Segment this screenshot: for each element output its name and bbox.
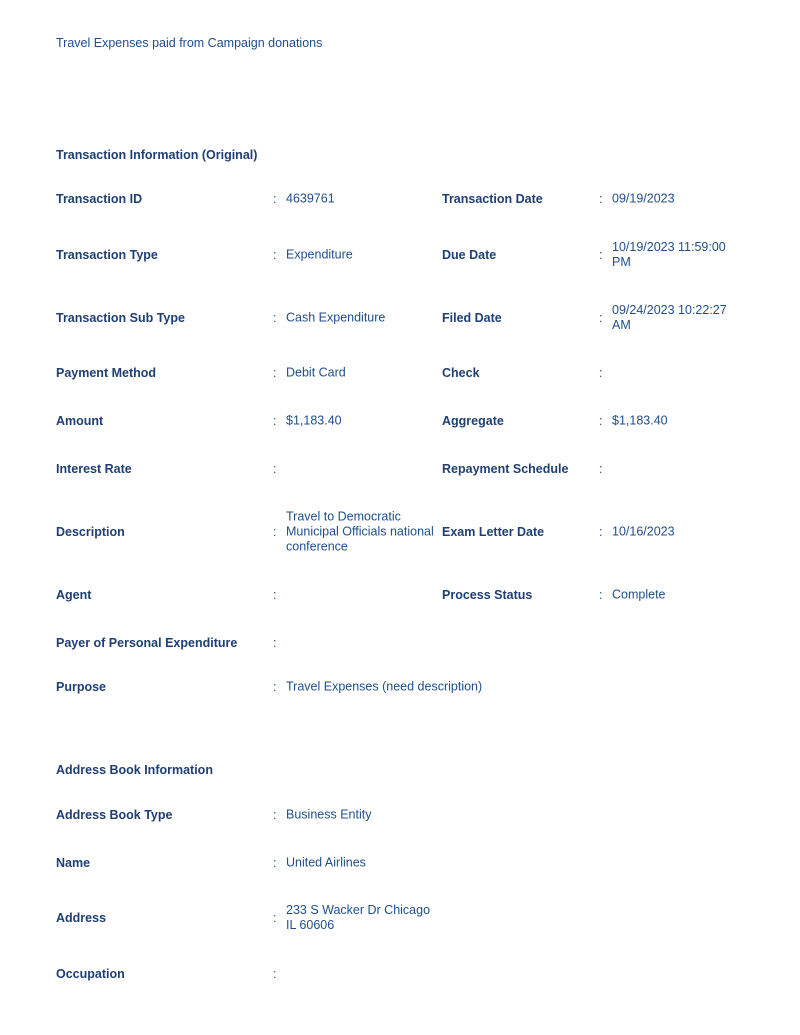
aggregate-label: Aggregate xyxy=(442,414,504,428)
check-label: Check xyxy=(442,366,480,380)
separator-colon: : xyxy=(599,366,603,380)
description-label: Description xyxy=(56,525,125,539)
separator-colon: : xyxy=(273,311,277,325)
separator-colon: : xyxy=(599,588,603,602)
separator-colon: : xyxy=(599,525,603,539)
transaction-id-value: 4639761 xyxy=(286,191,335,206)
payment-method-label: Payment Method xyxy=(56,366,157,380)
amount-value: $1,183.40 xyxy=(286,413,342,428)
transaction-type-value: Expenditure xyxy=(286,247,353,262)
separator-colon: : xyxy=(273,462,277,476)
document-note: Travel Expenses paid from Campaign donations xyxy=(56,36,323,50)
transaction-date-label: Transaction Date xyxy=(442,192,543,206)
separator-colon: : xyxy=(273,808,277,822)
repayment-schedule-label: Repayment Schedule xyxy=(442,462,569,476)
separator-colon: : xyxy=(273,366,277,380)
separator-colon: : xyxy=(599,462,603,476)
separator-colon: : xyxy=(273,248,277,262)
name-value: United Airlines xyxy=(286,855,366,870)
transaction-date-value: 09/19/2023 xyxy=(612,191,675,206)
filed-date-value: 09/24/2023 10:22:27 AM xyxy=(612,303,727,332)
separator-colon: : xyxy=(273,911,277,925)
separator-colon: : xyxy=(273,636,277,650)
agent-label: Agent xyxy=(56,588,92,602)
interest-rate-label: Interest Rate xyxy=(56,462,132,476)
process-status-label: Process Status xyxy=(442,588,533,602)
transaction-type-label: Transaction Type xyxy=(56,248,158,262)
description-value: Travel to Democratic Municipal Officials national conference xyxy=(286,509,434,554)
separator-colon: : xyxy=(599,192,603,206)
address-book-type-value: Business Entity xyxy=(286,807,372,822)
purpose-label: Purpose xyxy=(56,680,107,694)
separator-colon: : xyxy=(599,414,603,428)
due-date-label: Due Date xyxy=(442,248,497,262)
separator-colon: : xyxy=(599,311,603,325)
name-label: Name xyxy=(56,856,91,870)
aggregate-value: $1,183.40 xyxy=(612,413,668,428)
filed-date-label: Filed Date xyxy=(442,311,502,325)
exam-letter-date-value: 10/16/2023 xyxy=(612,524,675,539)
amount-label: Amount xyxy=(56,414,104,428)
exam-letter-date-label: Exam Letter Date xyxy=(442,525,545,539)
address-book-section-title: Address Book Information xyxy=(56,763,213,777)
payer-personal-expenditure-label: Payer of Personal Expenditure xyxy=(56,636,238,650)
payment-method-value: Debit Card xyxy=(286,365,346,380)
separator-colon: : xyxy=(273,525,277,539)
purpose-value: Travel Expenses (need description) xyxy=(286,679,483,694)
separator-colon: : xyxy=(273,680,277,694)
transaction-id-label: Transaction ID xyxy=(56,192,143,206)
transaction-sub-type-value: Cash Expenditure xyxy=(286,310,386,325)
process-status-value: Complete xyxy=(612,587,666,602)
separator-colon: : xyxy=(273,856,277,870)
separator-colon: : xyxy=(273,588,277,602)
transaction-sub-type-label: Transaction Sub Type xyxy=(56,311,185,325)
transaction-section-title: Transaction Information (Original) xyxy=(56,148,258,162)
address-label: Address xyxy=(56,911,107,925)
address-value: 233 S Wacker Dr Chicago IL 60606 xyxy=(286,903,431,932)
due-date-value: 10/19/2023 11:59:00 PM xyxy=(612,240,726,269)
separator-colon: : xyxy=(599,248,603,262)
separator-colon: : xyxy=(273,414,277,428)
address-book-type-label: Address Book Type xyxy=(56,808,173,822)
occupation-label: Occupation xyxy=(56,967,125,981)
separator-colon: : xyxy=(273,967,277,981)
separator-colon: : xyxy=(273,192,277,206)
